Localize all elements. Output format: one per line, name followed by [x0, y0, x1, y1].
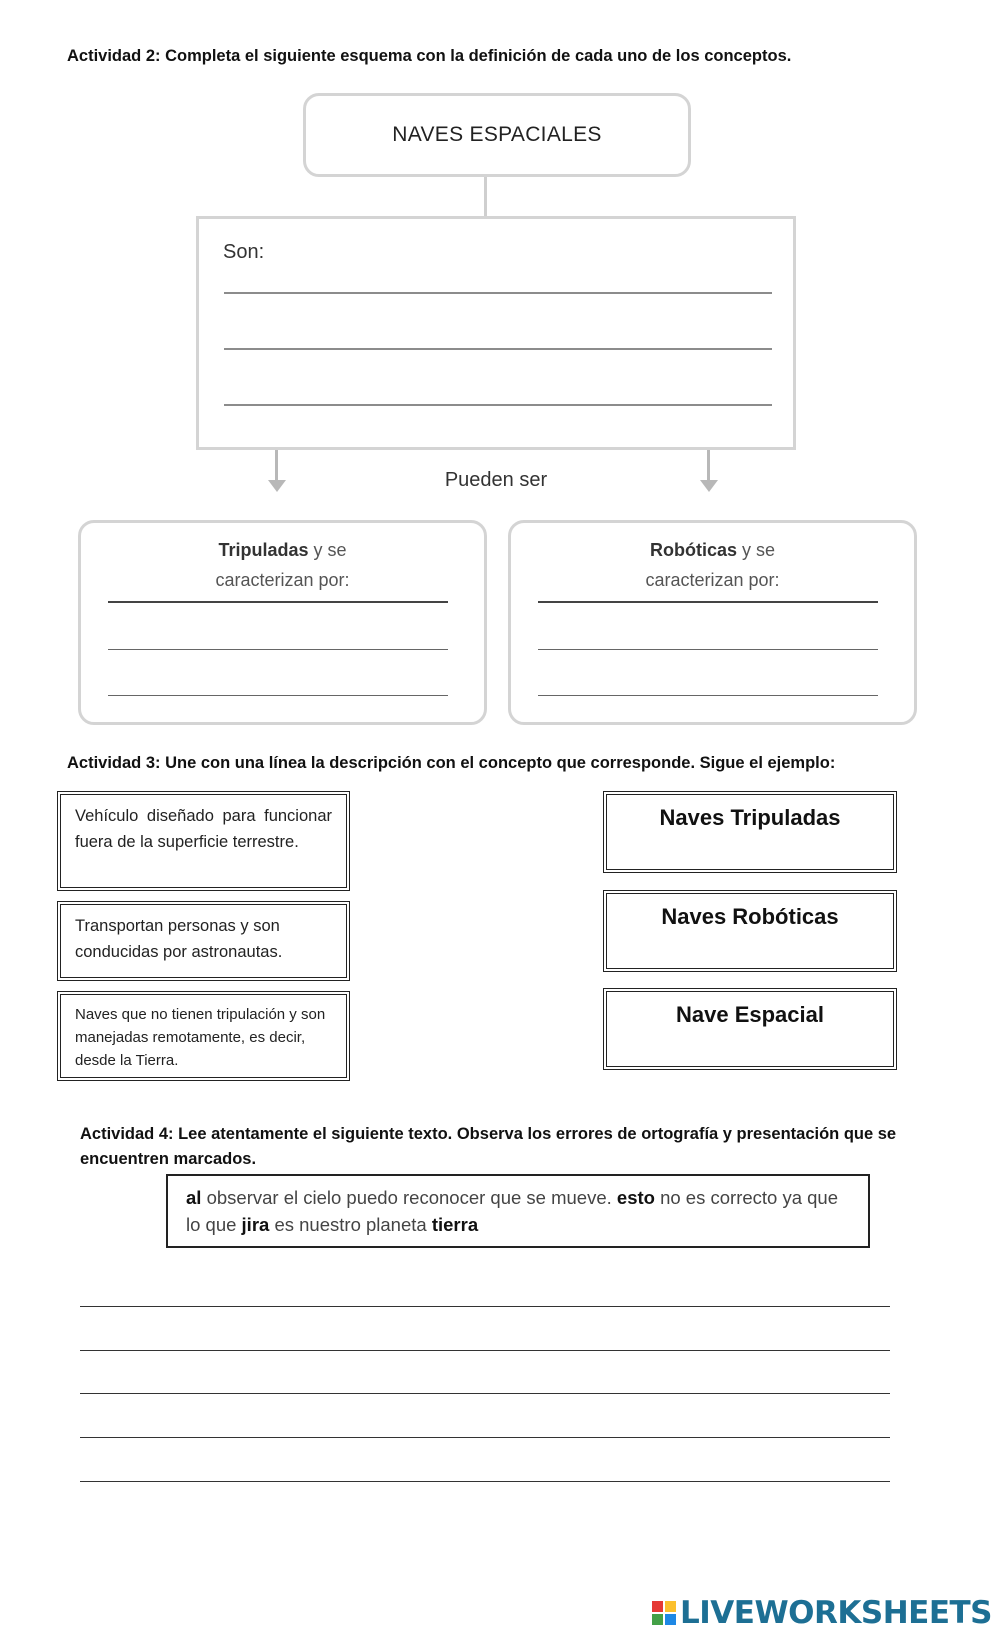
error-word: tierra	[431, 1214, 479, 1235]
definition-line-1[interactable]	[224, 292, 772, 294]
roboticas-line-1[interactable]	[538, 601, 878, 603]
error-word: esto	[616, 1187, 655, 1208]
text-segment: es nuestro planeta	[269, 1214, 432, 1235]
tripuladas-rest: y se	[308, 540, 347, 560]
description-box-2[interactable]	[60, 904, 347, 978]
son-label: Son:	[223, 241, 265, 263]
tripuladas-box	[78, 520, 487, 725]
title-box	[303, 93, 691, 177]
activity4-heading: Actividad 4: Lee atentamente el siguiente texto. Observa los errores de ortografía y presentación que se encuentren marcados.	[80, 1125, 897, 1168]
error-word: al	[186, 1187, 202, 1208]
tripuladas-title	[81, 535, 484, 595]
text-segment: no es correcto ya que lo que	[186, 1187, 839, 1235]
logo-grid-icon	[652, 1601, 676, 1625]
answer-line-3[interactable]	[80, 1393, 890, 1394]
left-arrow	[268, 450, 286, 492]
activity3-heading: Actividad 3: Une con una línea la descripción con el concepto que corresponde. Sigue el ejemplo:	[67, 754, 836, 772]
concept-label: Naves Tripuladas	[659, 805, 841, 830]
definition-box	[196, 216, 796, 450]
answer-line-5[interactable]	[80, 1481, 890, 1482]
text-segment: observar el cielo puedo reconocer que se mueve.	[201, 1187, 617, 1208]
answer-line-4[interactable]	[80, 1437, 890, 1438]
concept-label: Nave Espacial	[676, 1002, 824, 1027]
roboticas-line-2[interactable]	[538, 649, 878, 650]
description-text: Naves que no tienen tripulación y son manejadas remotamente, es decir, desde la Tierra.	[75, 1006, 326, 1069]
roboticas-rest: y se	[737, 540, 776, 560]
roboticas-bold: Robóticas	[649, 540, 737, 560]
answer-line-2[interactable]	[80, 1350, 890, 1351]
concept-box-tripuladas[interactable]	[606, 794, 894, 870]
tripuladas-bold: Tripuladas	[218, 540, 309, 560]
error-word: jira	[241, 1214, 270, 1235]
definition-line-2[interactable]	[224, 348, 772, 350]
concept-box-nave-espacial[interactable]	[606, 991, 894, 1067]
activity2-heading: Actividad 2: Completa el siguiente esquema con la definición de cada uno de los conceptos.	[67, 47, 792, 65]
definition-line-3[interactable]	[224, 404, 772, 406]
liveworksheets-logo	[652, 1595, 992, 1631]
roboticas-line-3[interactable]	[538, 695, 878, 696]
logo-text: LIVEWORKSHEETS	[680, 1595, 992, 1631]
pueden-ser-label: Pueden ser	[444, 469, 548, 491]
tripuladas-line-2[interactable]	[108, 649, 448, 650]
tripuladas-line-3[interactable]	[108, 695, 448, 696]
answer-line-1[interactable]	[80, 1306, 890, 1307]
errors-text-box	[166, 1174, 870, 1248]
concept-label: Naves Robóticas	[661, 904, 839, 929]
description-box-3[interactable]	[60, 994, 347, 1078]
concept-box-roboticas[interactable]	[606, 893, 894, 969]
right-arrow	[700, 450, 718, 492]
tripuladas-line2: caracterizan por:	[215, 570, 350, 590]
description-box-1[interactable]	[60, 794, 347, 888]
description-text: Transportan personas y son conducidas por astronautas.	[75, 917, 283, 961]
connector-line	[484, 177, 487, 216]
title-text: NAVES ESPACIALES	[392, 123, 602, 146]
description-text: Vehículo diseñado para funcionar fuera de la superficie terrestre.	[75, 807, 332, 851]
roboticas-line2: caracterizan por:	[645, 570, 780, 590]
roboticas-title	[511, 535, 914, 595]
roboticas-box	[508, 520, 917, 725]
tripuladas-line-1[interactable]	[108, 601, 448, 603]
